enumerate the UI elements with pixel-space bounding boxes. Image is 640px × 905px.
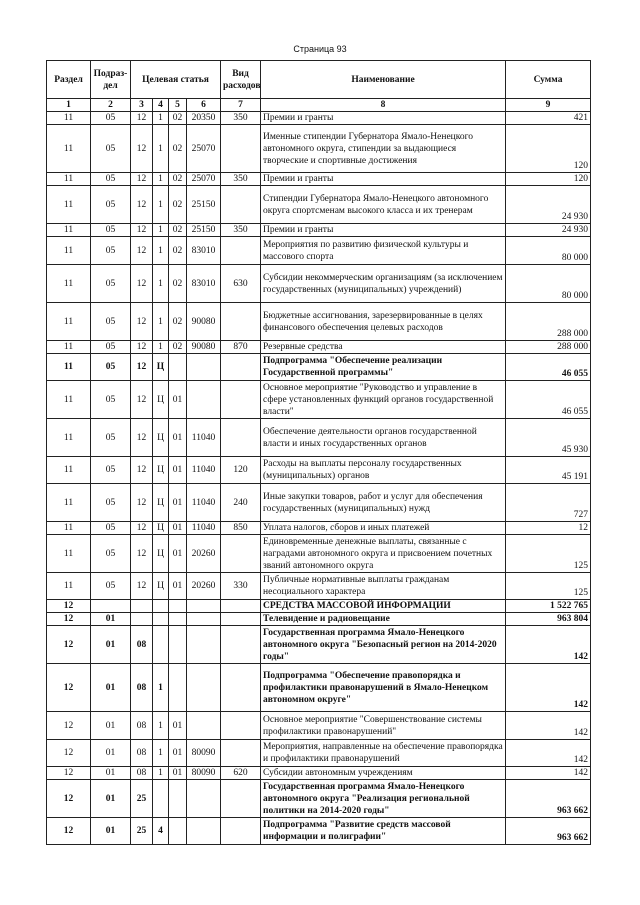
target-code-2-cell: 1 (153, 186, 169, 224)
sum-cell: 24 930 (506, 186, 591, 224)
target-code-3-cell (169, 626, 187, 664)
razdel-cell: 11 (47, 381, 91, 419)
target-code-3-cell (169, 600, 187, 613)
target-code-2-cell: 1 (153, 173, 169, 186)
table-body (47, 112, 591, 845)
podrazdel-cell: 01 (91, 740, 131, 767)
razdel-cell: 12 (47, 712, 91, 740)
target-code-4-cell (187, 600, 221, 613)
razdel-cell: 11 (47, 484, 91, 522)
podrazdel-cell: 05 (91, 112, 131, 125)
vid-raskhodov-cell (221, 125, 261, 173)
podrazdel-cell: 05 (91, 303, 131, 341)
header-vid-raskhodov: Вид расходов (221, 61, 261, 99)
table-row (47, 535, 591, 573)
podrazdel-cell: 01 (91, 818, 131, 845)
column-number-row (47, 99, 591, 112)
podrazdel-cell: 05 (91, 125, 131, 173)
name-cell: Премии и гранты (261, 112, 506, 125)
name-cell: Мероприятия по развитию физической культуры и массового спорта (261, 237, 506, 265)
target-code-3-cell: 02 (169, 224, 187, 237)
target-code-1-cell: 25 (131, 780, 153, 818)
target-code-1-cell (131, 613, 153, 626)
name-cell: Мероприятия, направленные на обеспечение правопорядка и профилактики правонарушений (261, 740, 506, 767)
target-code-2-cell: Ц (153, 354, 169, 381)
target-code-4-cell (187, 780, 221, 818)
podrazdel-cell: 01 (91, 712, 131, 740)
vid-raskhodov-cell: 870 (221, 341, 261, 354)
table-row (47, 818, 591, 845)
column-number: 4 (153, 99, 169, 112)
target-code-1-cell: 08 (131, 740, 153, 767)
vid-raskhodov-cell: 620 (221, 767, 261, 780)
table-row (47, 237, 591, 265)
sum-cell: 142 (506, 740, 591, 767)
vid-raskhodov-cell (221, 303, 261, 341)
sum-cell: 120 (506, 173, 591, 186)
podrazdel-cell: 01 (91, 780, 131, 818)
target-code-2-cell (153, 626, 169, 664)
target-code-2-cell: Ц (153, 381, 169, 419)
column-number: 1 (47, 99, 91, 112)
header-sum: Сумма (506, 61, 591, 99)
target-code-1-cell: 25 (131, 818, 153, 845)
sum-cell: 421 (506, 112, 591, 125)
target-code-4-cell: 90080 (187, 341, 221, 354)
column-number: 3 (131, 99, 153, 112)
target-code-2-cell (153, 780, 169, 818)
name-cell: Телевидение и радиовещание (261, 613, 506, 626)
table-row (47, 740, 591, 767)
target-code-3-cell: 02 (169, 186, 187, 224)
table-row (47, 341, 591, 354)
target-code-1-cell: 08 (131, 712, 153, 740)
table-row (47, 224, 591, 237)
table-row (47, 186, 591, 224)
vid-raskhodov-cell (221, 626, 261, 664)
target-code-3-cell: 01 (169, 740, 187, 767)
column-number: 9 (506, 99, 591, 112)
target-code-4-cell: 83010 (187, 237, 221, 265)
table-row (47, 780, 591, 818)
table-header-row (47, 61, 591, 99)
target-code-4-cell (187, 626, 221, 664)
target-code-1-cell: 12 (131, 237, 153, 265)
table-row (47, 600, 591, 613)
razdel-cell: 12 (47, 613, 91, 626)
table-row (47, 522, 591, 535)
target-code-4-cell: 90080 (187, 303, 221, 341)
target-code-3-cell: 01 (169, 573, 187, 600)
target-code-3-cell: 02 (169, 265, 187, 303)
target-code-4-cell: 25070 (187, 125, 221, 173)
razdel-cell: 11 (47, 303, 91, 341)
target-code-3-cell: 02 (169, 341, 187, 354)
target-code-2-cell: Ц (153, 484, 169, 522)
sum-cell: 24 930 (506, 224, 591, 237)
sum-cell: 963 804 (506, 613, 591, 626)
header-name: Наименование (261, 61, 506, 99)
table-row (47, 484, 591, 522)
target-code-1-cell: 12 (131, 573, 153, 600)
razdel-cell: 11 (47, 186, 91, 224)
vid-raskhodov-cell: 350 (221, 173, 261, 186)
target-code-3-cell: 01 (169, 535, 187, 573)
table-row (47, 265, 591, 303)
podrazdel-cell: 05 (91, 457, 131, 484)
name-cell: Премии и гранты (261, 173, 506, 186)
sum-cell: 125 (506, 535, 591, 573)
target-code-3-cell (169, 664, 187, 712)
name-cell: Резервные средства (261, 341, 506, 354)
vid-raskhodov-cell (221, 664, 261, 712)
name-cell: Премии и гранты (261, 224, 506, 237)
table-row (47, 664, 591, 712)
vid-raskhodov-cell (221, 186, 261, 224)
podrazdel-cell: 05 (91, 173, 131, 186)
target-code-1-cell: 08 (131, 664, 153, 712)
target-code-3-cell: 01 (169, 381, 187, 419)
sum-cell: 12 (506, 522, 591, 535)
vid-raskhodov-cell (221, 740, 261, 767)
target-code-2-cell: Ц (153, 522, 169, 535)
name-cell: Основное мероприятие "Руководство и управление в сфере установленных функций органов государственной власти" (261, 381, 506, 419)
vid-raskhodov-cell: 630 (221, 265, 261, 303)
target-code-2-cell (153, 613, 169, 626)
razdel-cell: 11 (47, 573, 91, 600)
podrazdel-cell (91, 600, 131, 613)
razdel-cell: 12 (47, 626, 91, 664)
target-code-3-cell (169, 613, 187, 626)
name-cell: Бюджетные ассигнования, зарезервированные в целях финансового обеспечения целевых расходов (261, 303, 506, 341)
podrazdel-cell: 05 (91, 484, 131, 522)
podrazdel-cell: 05 (91, 237, 131, 265)
target-code-1-cell: 12 (131, 381, 153, 419)
target-code-1-cell: 12 (131, 457, 153, 484)
target-code-4-cell: 11040 (187, 522, 221, 535)
target-code-3-cell (169, 818, 187, 845)
vid-raskhodov-cell: 350 (221, 224, 261, 237)
name-cell: Публичные нормативные выплаты гражданам несоциального характера (261, 573, 506, 600)
vid-raskhodov-cell (221, 419, 261, 457)
target-code-3-cell: 01 (169, 419, 187, 457)
sum-cell: 120 (506, 125, 591, 173)
target-code-1-cell: 12 (131, 186, 153, 224)
name-cell: Подпрограмма "Обеспечение правопорядка и профилактики правонарушений в Ямало-Ненецком автономном округе" (261, 664, 506, 712)
vid-raskhodov-cell (221, 600, 261, 613)
podrazdel-cell: 05 (91, 265, 131, 303)
sum-cell: 80 000 (506, 265, 591, 303)
table-row (47, 712, 591, 740)
target-code-2-cell: 1 (153, 112, 169, 125)
target-code-1-cell: 08 (131, 626, 153, 664)
sum-cell: 727 (506, 484, 591, 522)
target-code-1-cell: 08 (131, 767, 153, 780)
vid-raskhodov-cell: 330 (221, 573, 261, 600)
razdel-cell: 11 (47, 354, 91, 381)
razdel-cell: 11 (47, 535, 91, 573)
sum-cell: 142 (506, 626, 591, 664)
razdel-cell: 11 (47, 419, 91, 457)
name-cell: Уплата налогов, сборов и иных платежей (261, 522, 506, 535)
podrazdel-cell: 05 (91, 573, 131, 600)
razdel-cell: 11 (47, 341, 91, 354)
razdel-cell: 11 (47, 173, 91, 186)
razdel-cell: 12 (47, 780, 91, 818)
target-code-4-cell: 83010 (187, 265, 221, 303)
name-cell: СРЕДСТВА МАССОВОЙ ИНФОРМАЦИИ (261, 600, 506, 613)
target-code-1-cell: 12 (131, 341, 153, 354)
razdel-cell: 11 (47, 224, 91, 237)
vid-raskhodov-cell (221, 381, 261, 419)
podrazdel-cell: 05 (91, 186, 131, 224)
column-number: 2 (91, 99, 131, 112)
target-code-4-cell: 25070 (187, 173, 221, 186)
target-code-3-cell: 01 (169, 767, 187, 780)
razdel-cell: 11 (47, 237, 91, 265)
sum-cell: 46 055 (506, 354, 591, 381)
target-code-2-cell: 1 (153, 237, 169, 265)
sum-cell: 1 522 765 (506, 600, 591, 613)
target-code-1-cell: 12 (131, 265, 153, 303)
target-code-2-cell: 1 (153, 303, 169, 341)
table-row (47, 419, 591, 457)
target-code-3-cell (169, 780, 187, 818)
target-code-3-cell: 02 (169, 125, 187, 173)
razdel-cell: 11 (47, 112, 91, 125)
sum-cell: 142 (506, 712, 591, 740)
target-code-3-cell: 01 (169, 712, 187, 740)
table-row (47, 303, 591, 341)
podrazdel-cell: 01 (91, 626, 131, 664)
razdel-cell: 11 (47, 457, 91, 484)
vid-raskhodov-cell (221, 354, 261, 381)
name-cell: Стипендии Губернатора Ямало-Ненецкого автономного округа спортсменам высокого класса и их тренерам (261, 186, 506, 224)
target-code-1-cell: 12 (131, 484, 153, 522)
name-cell: Основное мероприятие "Совершенствование системы профилактики правонарушений" (261, 712, 506, 740)
vid-raskhodov-cell (221, 780, 261, 818)
target-code-1-cell: 12 (131, 419, 153, 457)
table-row (47, 125, 591, 173)
vid-raskhodov-cell (221, 613, 261, 626)
table-row (47, 112, 591, 125)
column-number: 8 (261, 99, 506, 112)
target-code-4-cell: 25150 (187, 186, 221, 224)
target-code-2-cell: 1 (153, 712, 169, 740)
target-code-3-cell: 02 (169, 237, 187, 265)
target-code-4-cell: 11040 (187, 484, 221, 522)
target-code-2-cell: Ц (153, 457, 169, 484)
vid-raskhodov-cell (221, 712, 261, 740)
sum-cell: 288 000 (506, 341, 591, 354)
target-code-2-cell: 1 (153, 125, 169, 173)
target-code-4-cell (187, 664, 221, 712)
target-code-1-cell: 12 (131, 303, 153, 341)
target-code-3-cell: 02 (169, 303, 187, 341)
target-code-2-cell: Ц (153, 573, 169, 600)
header-razdel: Раздел (47, 61, 91, 99)
column-number: 5 (169, 99, 187, 112)
target-code-4-cell (187, 381, 221, 419)
target-code-1-cell: 12 (131, 535, 153, 573)
vid-raskhodov-cell (221, 237, 261, 265)
vid-raskhodov-cell: 850 (221, 522, 261, 535)
name-cell: Иные закупки товаров, работ и услуг для обеспечения государственных (муниципальных) нужд (261, 484, 506, 522)
target-code-4-cell: 80090 (187, 767, 221, 780)
target-code-3-cell: 01 (169, 457, 187, 484)
sum-cell: 45 191 (506, 457, 591, 484)
target-code-2-cell: Ц (153, 419, 169, 457)
target-code-1-cell (131, 600, 153, 613)
table-row (47, 573, 591, 600)
column-number: 6 (187, 99, 221, 112)
target-code-3-cell: 02 (169, 173, 187, 186)
target-code-4-cell: 25150 (187, 224, 221, 237)
name-cell: Обеспечение деятельности органов государственной власти и иных государственных органов (261, 419, 506, 457)
target-code-1-cell: 12 (131, 224, 153, 237)
target-code-2-cell (153, 600, 169, 613)
target-code-1-cell: 12 (131, 173, 153, 186)
name-cell: Именные стипендии Губернатора Ямало-Ненецкого автономного округа, стипендии за выдающиеся творческие и спортивные достижения (261, 125, 506, 173)
podrazdel-cell: 01 (91, 767, 131, 780)
sum-cell: 46 055 (506, 381, 591, 419)
podrazdel-cell: 05 (91, 354, 131, 381)
name-cell: Субсидии автономным учреждениям (261, 767, 506, 780)
column-number: 7 (221, 99, 261, 112)
razdel-cell: 11 (47, 125, 91, 173)
name-cell: Единовременные денежные выплаты, связанные с наградами автономного округа и присвоением почетных званий автономного округа (261, 535, 506, 573)
sum-cell: 125 (506, 573, 591, 600)
podrazdel-cell: 05 (91, 535, 131, 573)
razdel-cell: 12 (47, 600, 91, 613)
name-cell: Подпрограмма "Развитие средств массовой информации и полиграфии" (261, 818, 506, 845)
table-row (47, 767, 591, 780)
target-code-2-cell: 1 (153, 767, 169, 780)
sum-cell: 45 930 (506, 419, 591, 457)
target-code-4-cell (187, 818, 221, 845)
sum-cell: 963 662 (506, 780, 591, 818)
target-code-2-cell: 1 (153, 265, 169, 303)
name-cell: Расходы на выплаты персоналу государственных (муниципальных) органов (261, 457, 506, 484)
header-podrazdel: Подраз-дел (91, 61, 131, 99)
target-code-2-cell: 1 (153, 341, 169, 354)
target-code-2-cell: Ц (153, 535, 169, 573)
vid-raskhodov-cell: 240 (221, 484, 261, 522)
sum-cell: 142 (506, 664, 591, 712)
budget-table (46, 60, 591, 845)
target-code-4-cell (187, 354, 221, 381)
podrazdel-cell: 05 (91, 522, 131, 535)
table-row (47, 457, 591, 484)
target-code-4-cell: 11040 (187, 419, 221, 457)
target-code-3-cell (169, 354, 187, 381)
sum-cell: 80 000 (506, 237, 591, 265)
podrazdel-cell: 01 (91, 664, 131, 712)
podrazdel-cell: 05 (91, 341, 131, 354)
razdel-cell: 12 (47, 664, 91, 712)
table-row (47, 173, 591, 186)
target-code-3-cell: 01 (169, 484, 187, 522)
target-code-4-cell: 11040 (187, 457, 221, 484)
target-code-4-cell: 20260 (187, 573, 221, 600)
razdel-cell: 12 (47, 740, 91, 767)
razdel-cell: 12 (47, 767, 91, 780)
target-code-4-cell: 80090 (187, 740, 221, 767)
podrazdel-cell: 05 (91, 381, 131, 419)
vid-raskhodov-cell: 120 (221, 457, 261, 484)
target-code-2-cell: 1 (153, 740, 169, 767)
vid-raskhodov-cell (221, 535, 261, 573)
target-code-1-cell: 12 (131, 112, 153, 125)
podrazdel-cell: 01 (91, 613, 131, 626)
table-row (47, 626, 591, 664)
target-code-2-cell: 4 (153, 818, 169, 845)
vid-raskhodov-cell (221, 818, 261, 845)
target-code-4-cell: 20260 (187, 535, 221, 573)
target-code-2-cell: 1 (153, 664, 169, 712)
name-cell: Государственная программа Ямало-Ненецкого автономного округа "Безопасный регион на 2014-2020 годы" (261, 626, 506, 664)
table-row (47, 613, 591, 626)
target-code-4-cell: 20350 (187, 112, 221, 125)
razdel-cell: 11 (47, 522, 91, 535)
target-code-1-cell: 12 (131, 522, 153, 535)
sum-cell: 963 662 (506, 818, 591, 845)
podrazdel-cell: 05 (91, 419, 131, 457)
target-code-4-cell (187, 712, 221, 740)
sum-cell: 142 (506, 767, 591, 780)
header-target-article: Целевая статья (131, 61, 221, 99)
target-code-4-cell (187, 613, 221, 626)
target-code-3-cell: 02 (169, 112, 187, 125)
name-cell: Подпрограмма "Обеспечение реализации Государственной программы" (261, 354, 506, 381)
page-number-label: Страница 93 (293, 44, 347, 54)
target-code-3-cell: 01 (169, 522, 187, 535)
razdel-cell: 11 (47, 265, 91, 303)
target-code-2-cell: 1 (153, 224, 169, 237)
target-code-1-cell: 12 (131, 125, 153, 173)
razdel-cell: 12 (47, 818, 91, 845)
sum-cell: 288 000 (506, 303, 591, 341)
name-cell: Государственная программа Ямало-Ненецкого автономного округа "Реализация региональной политики на 2014-2020 годы" (261, 780, 506, 818)
name-cell: Субсидии некоммерческим организациям (за исключением государственных (муниципальных) учреждений) (261, 265, 506, 303)
vid-raskhodov-cell: 350 (221, 112, 261, 125)
table-row (47, 381, 591, 419)
podrazdel-cell: 05 (91, 224, 131, 237)
target-code-1-cell: 12 (131, 354, 153, 381)
table-row (47, 354, 591, 381)
